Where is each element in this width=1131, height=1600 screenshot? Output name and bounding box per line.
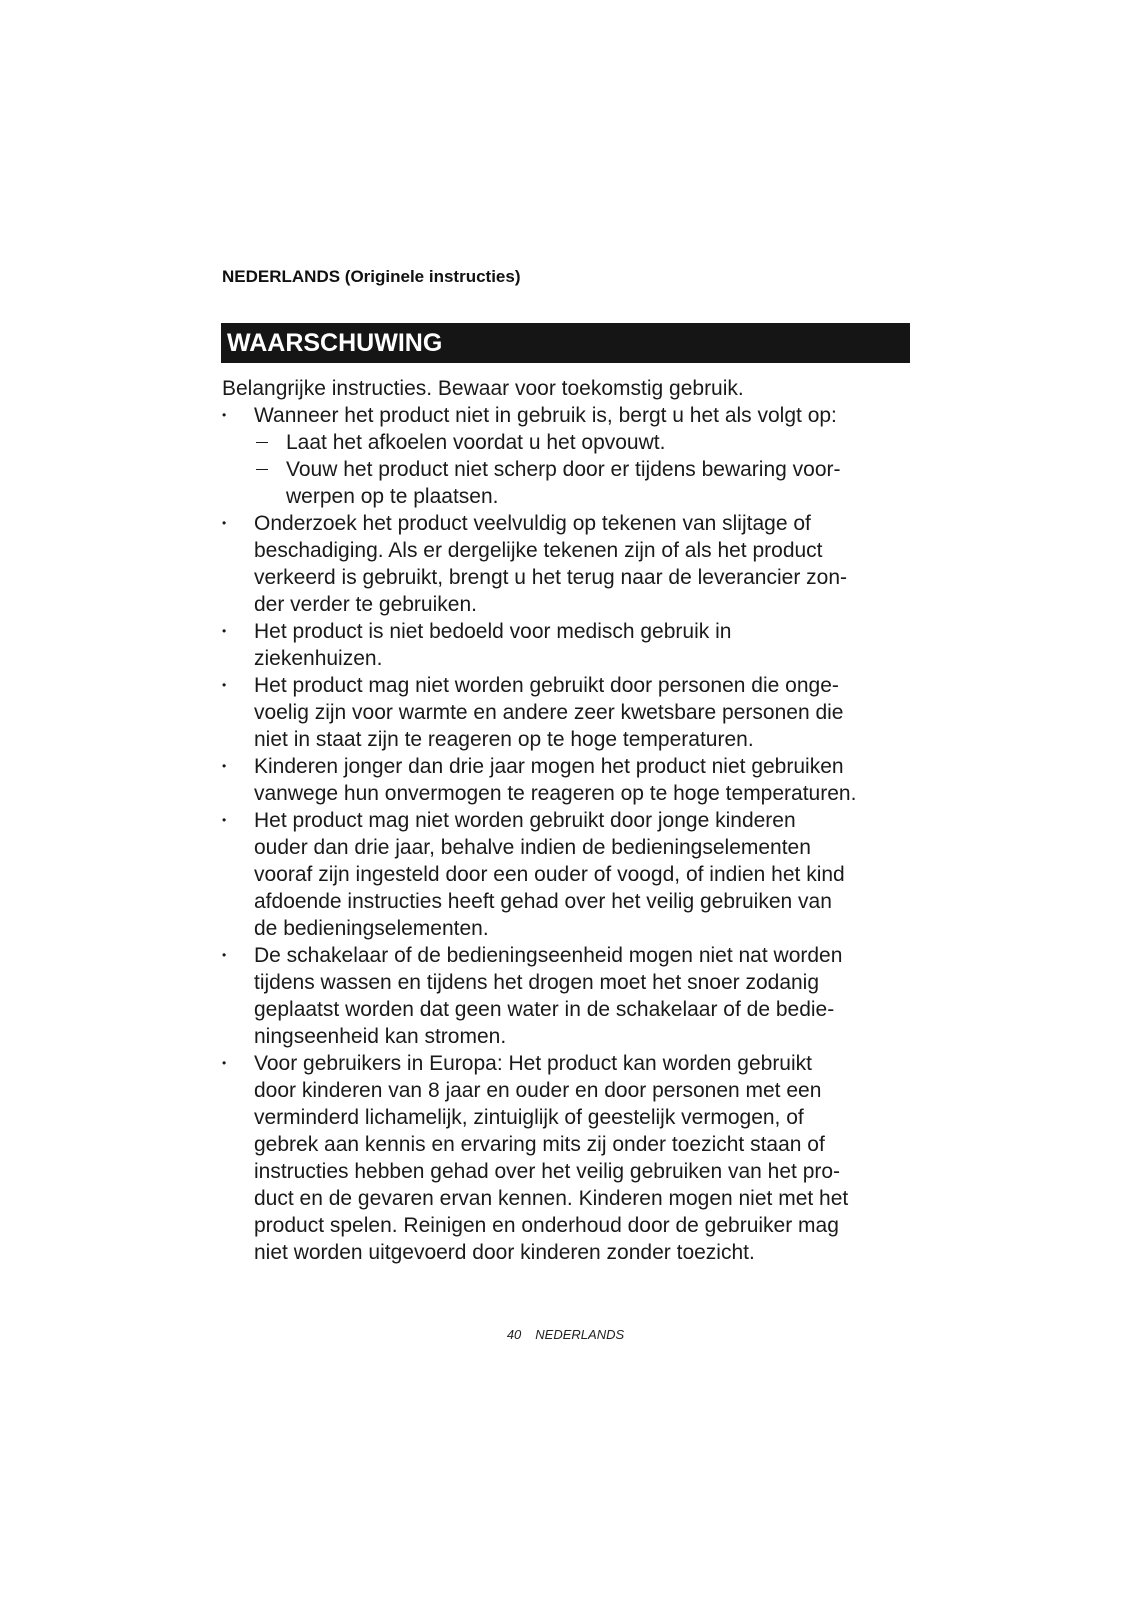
bullet-dot-icon: • bbox=[222, 678, 227, 692]
bullet-dot-icon: • bbox=[222, 408, 227, 422]
footer-section: NEDERLANDS bbox=[535, 1327, 625, 1342]
bullet-dot-icon: • bbox=[222, 948, 227, 962]
dash-icon bbox=[256, 442, 268, 443]
page-number: 40 bbox=[506, 1327, 522, 1342]
bullet-text: Onderzoek het product veelvuldig op tekenen van slijtage of beschadiging. Als er dergelijke tekenen zijn of als het product verkeerd is gebruikt, brengt u het terug naar de leverancier zon- der verder te gebruiken. bbox=[254, 512, 847, 616]
bullet-dot-icon: • bbox=[222, 1056, 227, 1070]
bullet-item bbox=[222, 942, 912, 1050]
bullet-text: Het product mag niet worden gebruikt door personen die onge- voelig zijn voor warmte en andere zeer kwetsbare personen die niet in staat zijn te reageren op te hoge temperaturen. bbox=[254, 674, 844, 751]
bullet-list bbox=[222, 402, 912, 1266]
intro-text: Belangrijke instructies. Bewaar voor toekomstig gebruik. bbox=[222, 377, 744, 400]
bullet-item bbox=[222, 1050, 912, 1266]
sub-item bbox=[254, 456, 912, 510]
bullet-item bbox=[222, 753, 912, 807]
bullet-item bbox=[222, 807, 912, 942]
bullet-item bbox=[222, 510, 912, 618]
warning-banner bbox=[221, 323, 910, 363]
warning-title: WAARSCHUWING bbox=[227, 329, 443, 357]
language-header: NEDERLANDS (Originele instructies) bbox=[222, 267, 521, 286]
page-footer bbox=[0, 1327, 1131, 1342]
sub-item-text: Vouw het product niet scherp door er tijdens bewaring voor- werpen op te plaatsen. bbox=[286, 458, 841, 508]
bullet-text: Kinderen jonger dan drie jaar mogen het product niet gebruiken vanwege hun onvermogen te reageren op te hoge temperaturen. bbox=[254, 755, 857, 805]
bullet-item bbox=[222, 402, 912, 510]
bullet-dot-icon: • bbox=[222, 813, 227, 827]
bullet-text: Wanneer het product niet in gebruik is, bergt u het als volgt op: bbox=[254, 404, 837, 427]
bullet-dot-icon: • bbox=[222, 516, 227, 530]
bullet-text: De schakelaar of de bedieningseenheid mogen niet nat worden tijdens wassen en tijdens het drogen moet het snoer zodanig geplaatst worden dat geen water in de schakelaar of de bedie- ningseenheid kan stromen. bbox=[254, 944, 843, 1048]
bullet-dot-icon: • bbox=[222, 759, 227, 773]
bullet-text: Het product mag niet worden gebruikt door jonge kinderen ouder dan drie jaar, behalve indien de bedieningselementen vooraf zijn ingesteld door een ouder of voogd, of indien het kind afdoende instructies heeft gehad over het veilig gebruiken van de bedieningselementen. bbox=[254, 809, 845, 940]
bullet-item bbox=[222, 618, 912, 672]
bullet-dot-icon: • bbox=[222, 624, 227, 638]
bullet-text: Voor gebruikers in Europa: Het product kan worden gebruikt door kinderen van 8 jaar en ouder en door personen met een verminderd lichamelijk, zintuiglijk of geestelijk vermogen, of gebrek aan kennis en ervaring mits zij onder toezicht staan of instructies hebben gehad over het veilig gebruiken van het pro- duct en de gevaren ervan kennen. Kinderen mogen niet met het product spelen. Reinigen en onderhoud door de gebruiker mag niet worden uitgevoerd door kinderen zonder toezicht. bbox=[254, 1052, 849, 1264]
dash-icon bbox=[256, 469, 268, 470]
sub-item-text: Laat het afkoelen voordat u het opvouwt. bbox=[286, 431, 666, 454]
warning-content bbox=[222, 375, 912, 1266]
bullet-item bbox=[222, 672, 912, 753]
sub-item bbox=[254, 429, 912, 456]
bullet-text: Het product is niet bedoeld voor medisch gebruik in ziekenhuizen. bbox=[254, 620, 732, 670]
